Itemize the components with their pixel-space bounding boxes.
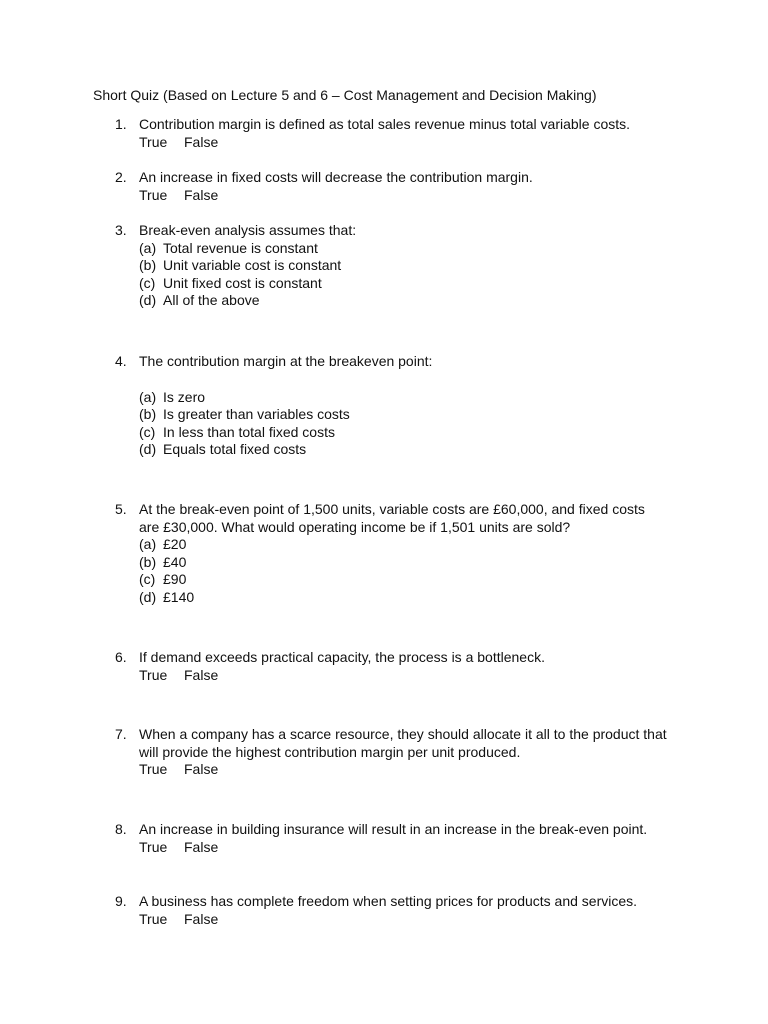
question-3 — [115, 222, 695, 310]
true-option[interactable]: True — [139, 838, 168, 855]
question-text: An increase in building insurance will result in an increase in the break-even point. — [139, 821, 648, 837]
option-letter: (d) — [139, 292, 157, 309]
option-letter: (a) — [139, 239, 157, 256]
question-1 — [115, 116, 695, 151]
question-5 — [115, 501, 695, 607]
option-text: £140 — [163, 588, 195, 605]
option-letter: (a) — [139, 536, 157, 553]
question-4 — [115, 353, 695, 459]
false-option[interactable]: False — [184, 133, 219, 150]
option-text: Is greater than variables costs — [163, 406, 350, 423]
true-false-choices — [139, 134, 695, 152]
question-number: 6. — [115, 649, 127, 665]
quiz-title: Short Quiz (Based on Lecture 5 and 6 – Cost Management and Decision Making) — [93, 87, 597, 103]
answer-option[interactable] — [139, 240, 695, 258]
answer-option[interactable] — [139, 589, 659, 607]
option-letter: (b) — [139, 406, 157, 423]
option-text: Unit variable cost is constant — [163, 257, 342, 274]
true-false-choices — [139, 839, 695, 857]
answer-option[interactable] — [139, 292, 695, 310]
option-letter: (d) — [139, 588, 157, 605]
false-option[interactable]: False — [184, 666, 219, 683]
question-number: 1. — [115, 116, 127, 132]
question-9 — [115, 893, 695, 928]
option-text: Total revenue is constant — [163, 239, 318, 256]
question-text: When a company has a scarce resource, they should allocate it all to the product that will provide the highest contribution margin per unit produced. — [139, 726, 667, 760]
false-option[interactable]: False — [184, 761, 219, 778]
true-false-choices — [139, 667, 695, 685]
option-letter: (d) — [139, 441, 157, 458]
option-text: £90 — [163, 571, 187, 588]
option-letter: (a) — [139, 388, 157, 405]
answer-option[interactable] — [139, 571, 659, 589]
answer-option[interactable] — [139, 389, 695, 407]
option-text: £20 — [163, 536, 187, 553]
option-text: Unit fixed cost is constant — [163, 274, 322, 291]
answer-option[interactable] — [139, 536, 659, 554]
false-option[interactable]: False — [184, 186, 219, 203]
question-8 — [115, 821, 695, 856]
question-number: 5. — [115, 501, 127, 517]
true-false-choices — [139, 911, 695, 929]
question-number: 3. — [115, 222, 127, 238]
true-false-choices — [139, 187, 695, 205]
option-letter: (c) — [139, 571, 156, 588]
question-text: The contribution margin at the breakeven point: — [139, 353, 433, 369]
question-text: At the break-even point of 1,500 units, variable costs are £60,000, and fixed costs are £30,000. What would operating income be if 1,501 units are sold? — [139, 501, 645, 535]
true-option[interactable]: True — [139, 910, 168, 927]
answer-option[interactable] — [139, 554, 659, 572]
question-6 — [115, 649, 695, 684]
question-text: Contribution margin is defined as total sales revenue minus total variable costs. — [139, 116, 631, 132]
option-text: Equals total fixed costs — [163, 441, 307, 458]
true-option[interactable]: True — [139, 666, 168, 683]
option-letter: (c) — [139, 274, 156, 291]
answer-option[interactable] — [139, 275, 695, 293]
option-letter: (c) — [139, 423, 156, 440]
question-number: 9. — [115, 893, 127, 909]
question-text: An increase in fixed costs will decrease the contribution margin. — [139, 169, 533, 185]
option-text: £40 — [163, 553, 187, 570]
false-option[interactable]: False — [184, 838, 219, 855]
answer-option[interactable] — [139, 406, 695, 424]
option-text: All of the above — [163, 292, 260, 309]
true-option[interactable]: True — [139, 761, 168, 778]
question-number: 7. — [115, 726, 127, 742]
answer-option[interactable] — [139, 441, 695, 459]
question-number: 2. — [115, 169, 127, 185]
true-false-choices — [139, 761, 684, 779]
true-option[interactable]: True — [139, 133, 168, 150]
option-text: Is zero — [163, 388, 206, 405]
question-number: 8. — [115, 821, 127, 837]
option-letter: (b) — [139, 257, 157, 274]
question-number: 4. — [115, 353, 127, 369]
answer-option[interactable] — [139, 424, 695, 442]
question-7 — [115, 726, 695, 779]
option-letter: (b) — [139, 553, 157, 570]
option-text: In less than total fixed costs — [163, 423, 335, 440]
question-text: Break-even analysis assumes that: — [139, 222, 357, 238]
question-text: A business has complete freedom when setting prices for products and services. — [139, 893, 638, 909]
question-2 — [115, 169, 695, 204]
answer-option[interactable] — [139, 257, 695, 275]
question-text: If demand exceeds practical capacity, the process is a bottleneck. — [139, 649, 545, 665]
true-option[interactable]: True — [139, 186, 168, 203]
false-option[interactable]: False — [184, 910, 219, 927]
